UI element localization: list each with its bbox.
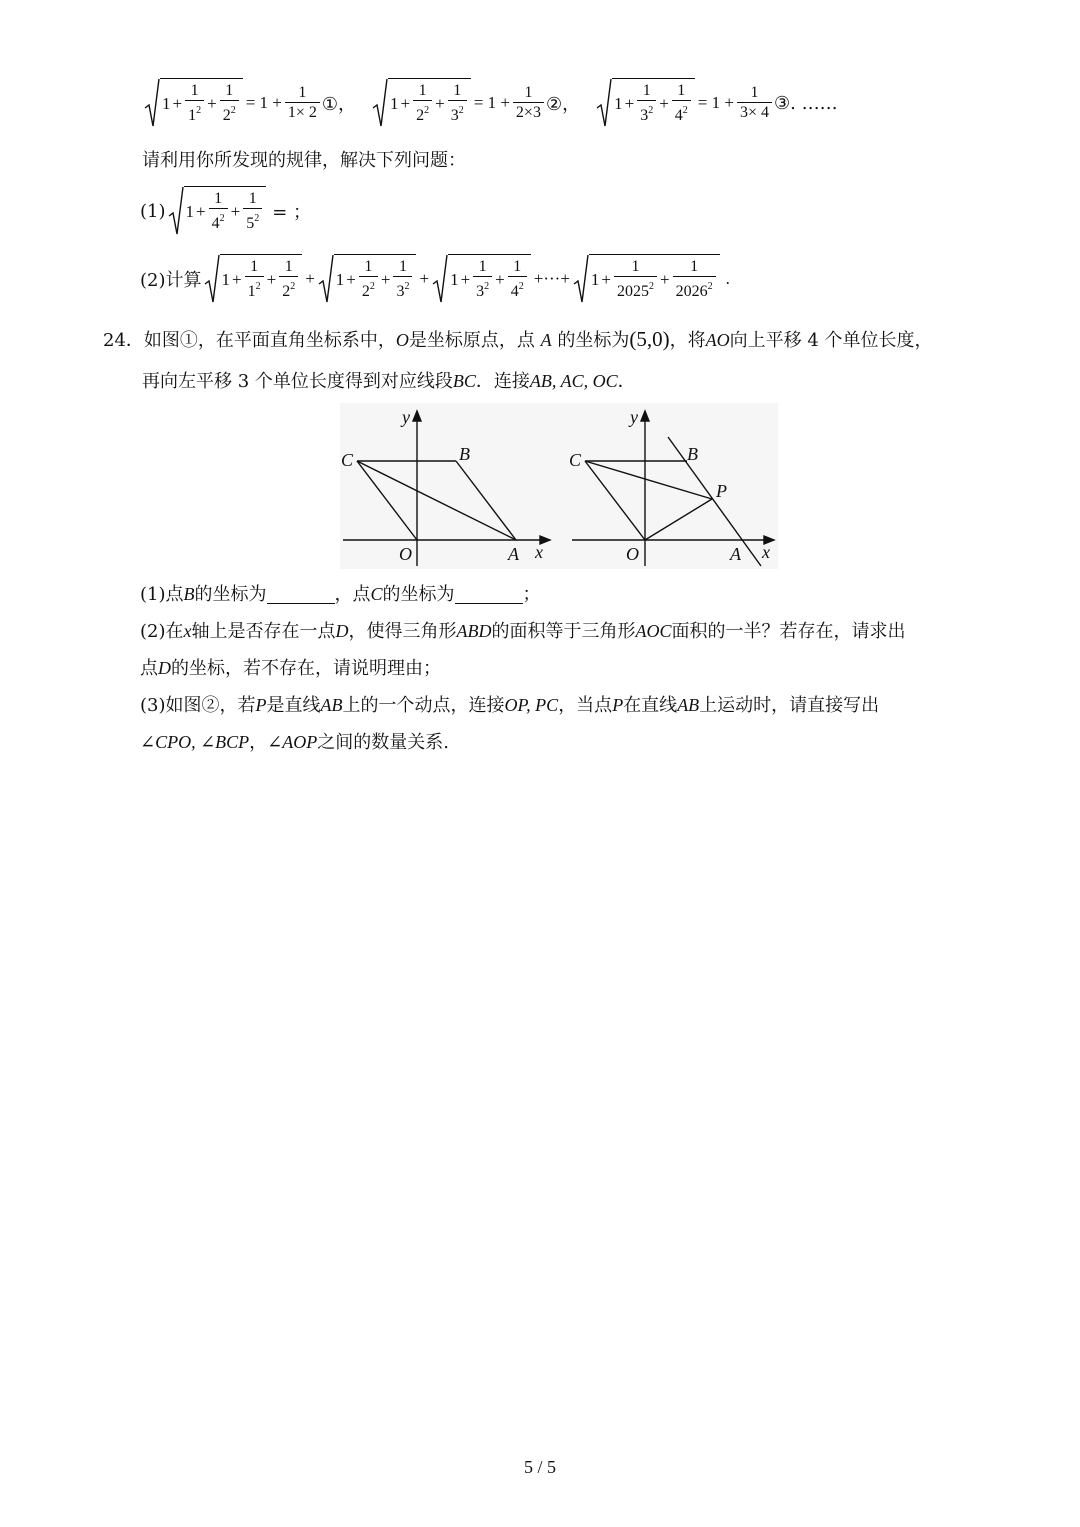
- base: 4: [211, 215, 220, 232]
- text: 如图①，在平面直角坐标系中，: [143, 330, 396, 351]
- base: 2026: [675, 283, 708, 300]
- figure-panel: [340, 403, 778, 569]
- fraction: [209, 189, 228, 234]
- label-B: B: [687, 444, 698, 464]
- denominator: [279, 276, 298, 302]
- text: ．连接: [475, 371, 530, 392]
- text: ；: [522, 584, 541, 605]
- intro-formulas: [142, 78, 838, 128]
- denominator: 1× 2: [285, 102, 320, 123]
- page-number: 5 / 5: [523, 1457, 556, 1477]
- question-24-line-2: [142, 367, 636, 393]
- sqrt-formula-1: [144, 78, 243, 128]
- question-24-part-1: [140, 580, 541, 606]
- plus-sign: +: [232, 269, 242, 289]
- math-AO: AO: [705, 330, 730, 350]
- text: 的坐标为: [382, 584, 455, 605]
- math-D: D: [158, 658, 171, 678]
- answer-blank-B[interactable]: [267, 585, 335, 604]
- ellipsis-plus: +···+: [533, 269, 570, 288]
- text: 之间的数量关系.: [317, 732, 449, 753]
- sqrt-term-3: [432, 254, 531, 304]
- text: 是直线: [266, 695, 321, 716]
- segment-BA: [456, 461, 516, 540]
- numerator: 1: [750, 84, 759, 101]
- text: 上运动时，请直接写出: [699, 695, 880, 716]
- exponent: 2: [219, 213, 225, 224]
- one: 1: [450, 269, 459, 289]
- fraction: [393, 257, 412, 302]
- sqrt-term-2: [318, 254, 417, 304]
- math-AB: AB: [320, 695, 343, 715]
- text: 面积的一半？若存在，请求出: [671, 621, 906, 642]
- text: ，点: [334, 584, 371, 605]
- plus-sign: +: [419, 269, 430, 288]
- exponent: 2: [682, 105, 688, 116]
- base: 2: [222, 107, 231, 124]
- base: 3: [640, 107, 649, 124]
- numerator: 1: [690, 258, 699, 275]
- figure-1: [343, 411, 550, 566]
- math-OP-PC: OP, PC: [504, 695, 559, 715]
- coordinate: (5,0): [629, 327, 670, 351]
- y-arrow: [641, 411, 649, 421]
- question-number: 24．: [103, 330, 144, 351]
- denominator: [209, 208, 228, 234]
- text: ．: [617, 371, 636, 392]
- denominator: [508, 276, 527, 302]
- answer-blank-C[interactable]: [455, 585, 523, 604]
- label-O: O: [626, 544, 639, 564]
- exponent: 2: [230, 105, 236, 116]
- fraction: [185, 81, 204, 126]
- question-24-part-2-line-1: [140, 617, 906, 643]
- part-label: (2)计算: [140, 270, 202, 291]
- plus-sign: +: [601, 269, 612, 289]
- math-O: O: [395, 330, 409, 350]
- one: 1: [390, 93, 399, 113]
- label-A: A: [508, 544, 519, 564]
- numerator: 1: [214, 190, 223, 207]
- fraction: [243, 189, 262, 234]
- fraction: [220, 81, 239, 126]
- denominator: [185, 100, 204, 126]
- plus-sign: +: [196, 201, 206, 221]
- line-AB: [668, 437, 761, 566]
- fraction: [359, 257, 378, 302]
- math-angle-AOP: ∠AOP: [267, 732, 318, 752]
- exponent: 2: [404, 281, 410, 292]
- plus-sign: +: [207, 93, 217, 113]
- math-AOC: AOC: [635, 621, 672, 641]
- fraction: [473, 257, 492, 302]
- text: 向上平移 4 个单位长度，: [729, 330, 933, 351]
- math-ABD: ABD: [456, 621, 492, 641]
- numerator: 1: [642, 82, 651, 99]
- exponent: 2: [518, 281, 524, 292]
- denominator: [637, 100, 656, 126]
- math-AB: AB: [677, 695, 700, 715]
- plus-sign: +: [435, 93, 445, 113]
- math-B: B: [183, 584, 195, 604]
- base: 5: [246, 215, 255, 232]
- numerator: 1: [513, 258, 522, 275]
- base: 3: [450, 107, 459, 124]
- exponent: 2: [290, 281, 296, 292]
- question-24-part-2-line-2: [140, 654, 441, 680]
- label-O: O: [399, 544, 412, 564]
- text: ，使得三角形: [348, 621, 457, 642]
- text: 的坐标，若不存在，请说明理由；: [171, 658, 441, 679]
- exponent: 2: [484, 281, 490, 292]
- denominator: 2×3: [513, 102, 544, 123]
- denominator: [393, 276, 412, 302]
- denominator: [359, 276, 378, 302]
- plus-sign: +: [400, 93, 411, 113]
- circled-number: ②，: [545, 94, 581, 115]
- question-24-part-3-line-1: [140, 691, 879, 717]
- plus-sign: +: [172, 93, 183, 113]
- one: 1: [335, 269, 345, 289]
- segment-CA: [357, 461, 516, 540]
- text: (1)点: [140, 584, 184, 605]
- numerator: 1: [677, 82, 686, 99]
- denominator: [673, 276, 716, 302]
- result-fraction: [513, 83, 544, 123]
- text: ，当点: [558, 695, 613, 716]
- segment-OP: [645, 499, 712, 540]
- math-A: A: [540, 330, 552, 350]
- plus-sign: +: [660, 269, 670, 289]
- label-x: x: [762, 542, 770, 562]
- text: 的面积等于三角形: [491, 621, 636, 642]
- label-A: A: [730, 544, 741, 564]
- math-P: P: [255, 695, 267, 715]
- math-D: D: [335, 621, 349, 641]
- answer-blank-tail: = ；: [272, 202, 311, 223]
- denominator: [245, 276, 264, 302]
- plus-sign: +: [346, 269, 356, 289]
- math-C: C: [370, 584, 383, 604]
- fraction: [673, 257, 716, 302]
- numerator: 1: [453, 82, 462, 99]
- base: 4: [674, 107, 683, 124]
- sqrt-term-last: [573, 254, 720, 304]
- sqrt-term-1: [204, 254, 303, 304]
- fraction: [672, 81, 691, 126]
- label-y: y: [630, 407, 638, 427]
- exponent: 2: [424, 105, 430, 116]
- base: 2025: [617, 283, 650, 300]
- fraction: [279, 257, 298, 302]
- base: 3: [396, 283, 405, 300]
- text: 轴上是否存在一点: [191, 621, 336, 642]
- math-BC: BC: [452, 371, 476, 391]
- text: 上的一个动点，连接: [342, 695, 505, 716]
- numerator: 1: [398, 258, 407, 275]
- exponent: 2: [458, 105, 464, 116]
- fraction: [508, 257, 527, 302]
- numerator: 1: [631, 258, 640, 275]
- denominator: [672, 100, 691, 126]
- label-y: y: [402, 407, 410, 427]
- sqrt-formula-2: [372, 78, 471, 128]
- text: 在直线: [623, 695, 678, 716]
- math-segments: AB, AC, OC: [529, 371, 618, 391]
- period: .: [725, 269, 730, 288]
- numerator: 1: [225, 82, 234, 99]
- one: 1: [221, 269, 230, 289]
- equals-one-plus: = 1 +: [473, 93, 510, 112]
- question-23-part-2: [140, 254, 731, 304]
- part-label: (1): [140, 200, 166, 222]
- numerator: 1: [250, 258, 259, 275]
- denominator: [413, 100, 432, 126]
- coordinate-figures: [340, 403, 778, 569]
- sqrt-expression: [168, 186, 267, 236]
- label-B: B: [459, 444, 470, 464]
- denominator: [448, 100, 467, 126]
- denominator: 3× 4: [737, 102, 772, 123]
- equals-one-plus: = 1 +: [245, 93, 282, 112]
- math-angles: ∠CPO, ∠BCP: [140, 732, 250, 752]
- question-24-line-1: [103, 326, 933, 352]
- figure-2: [572, 411, 774, 566]
- numerator: 1: [190, 82, 199, 99]
- text: 再向左平移 3 个单位长度得到对应线段: [142, 371, 453, 392]
- denominator: [243, 208, 262, 234]
- exponent: 2: [648, 105, 654, 116]
- base: 1: [247, 283, 256, 300]
- equals-one-plus: = 1 +: [697, 93, 734, 112]
- plus-sign: +: [305, 269, 315, 288]
- label-C: C: [341, 450, 354, 470]
- circled-number: ③. ……: [774, 92, 838, 114]
- numerator: 1: [284, 258, 293, 275]
- denominator: [614, 276, 657, 302]
- result-fraction: [285, 83, 320, 123]
- label-P: P: [716, 481, 727, 501]
- fraction: [413, 81, 432, 126]
- numerator: 1: [418, 82, 427, 99]
- plus-sign: +: [659, 93, 669, 113]
- exponent: 2: [649, 281, 655, 292]
- exponent: 2: [196, 105, 202, 116]
- fraction: [637, 81, 656, 126]
- numerator: 1: [524, 84, 533, 101]
- circled-number: ①，: [321, 94, 357, 115]
- plus-sign: +: [380, 269, 391, 289]
- numerator: 1: [248, 190, 257, 207]
- base: 4: [510, 283, 519, 300]
- text: 的坐标为: [194, 584, 267, 605]
- math-x: x: [183, 621, 192, 641]
- numerator: 1: [364, 258, 373, 275]
- result-fraction: [737, 83, 772, 123]
- math-P: P: [612, 695, 624, 715]
- one: 1: [185, 201, 194, 221]
- segment-CO: [585, 461, 645, 540]
- exponent: 2: [254, 213, 260, 224]
- one: 1: [162, 93, 171, 113]
- numerator: 1: [478, 258, 487, 275]
- plus-sign: +: [495, 269, 505, 289]
- instruction: 请利用你所发现的规律，解决下列问题：: [142, 150, 466, 171]
- exponent: 2: [707, 281, 713, 292]
- text: ，: [249, 732, 268, 753]
- one: 1: [614, 93, 623, 113]
- segment-CP: [585, 461, 712, 499]
- text: (2)在: [140, 621, 184, 642]
- text: 是坐标原点，点: [408, 330, 535, 351]
- segment-CO: [357, 461, 417, 540]
- label-C: C: [569, 450, 582, 470]
- base: 2: [416, 107, 425, 124]
- plus-sign: +: [460, 269, 471, 289]
- plus-sign: +: [230, 201, 241, 221]
- exponent: 2: [369, 281, 375, 292]
- denominator: [473, 276, 492, 302]
- plus-sign: +: [266, 269, 277, 289]
- base: 2: [282, 283, 291, 300]
- base: 2: [361, 283, 370, 300]
- label-x: x: [535, 542, 543, 562]
- text: 的坐标为: [557, 330, 630, 351]
- base: 1: [188, 107, 197, 124]
- fraction: [245, 257, 264, 302]
- base: 3: [476, 283, 485, 300]
- text: 点: [140, 658, 158, 679]
- denominator: [220, 100, 239, 126]
- question-24-part-3-line-2: [140, 728, 449, 754]
- plus-sign: +: [624, 93, 635, 113]
- one: 1: [590, 269, 600, 289]
- fraction: [614, 257, 657, 302]
- text: ，将: [669, 330, 706, 351]
- fraction: [448, 81, 467, 126]
- sqrt-formula-3: [596, 78, 695, 128]
- exponent: 2: [255, 281, 261, 292]
- y-arrow: [413, 411, 421, 421]
- question-23-part-1: [140, 186, 311, 236]
- numerator: 1: [298, 84, 307, 101]
- text: (3)如图②，若: [140, 695, 256, 716]
